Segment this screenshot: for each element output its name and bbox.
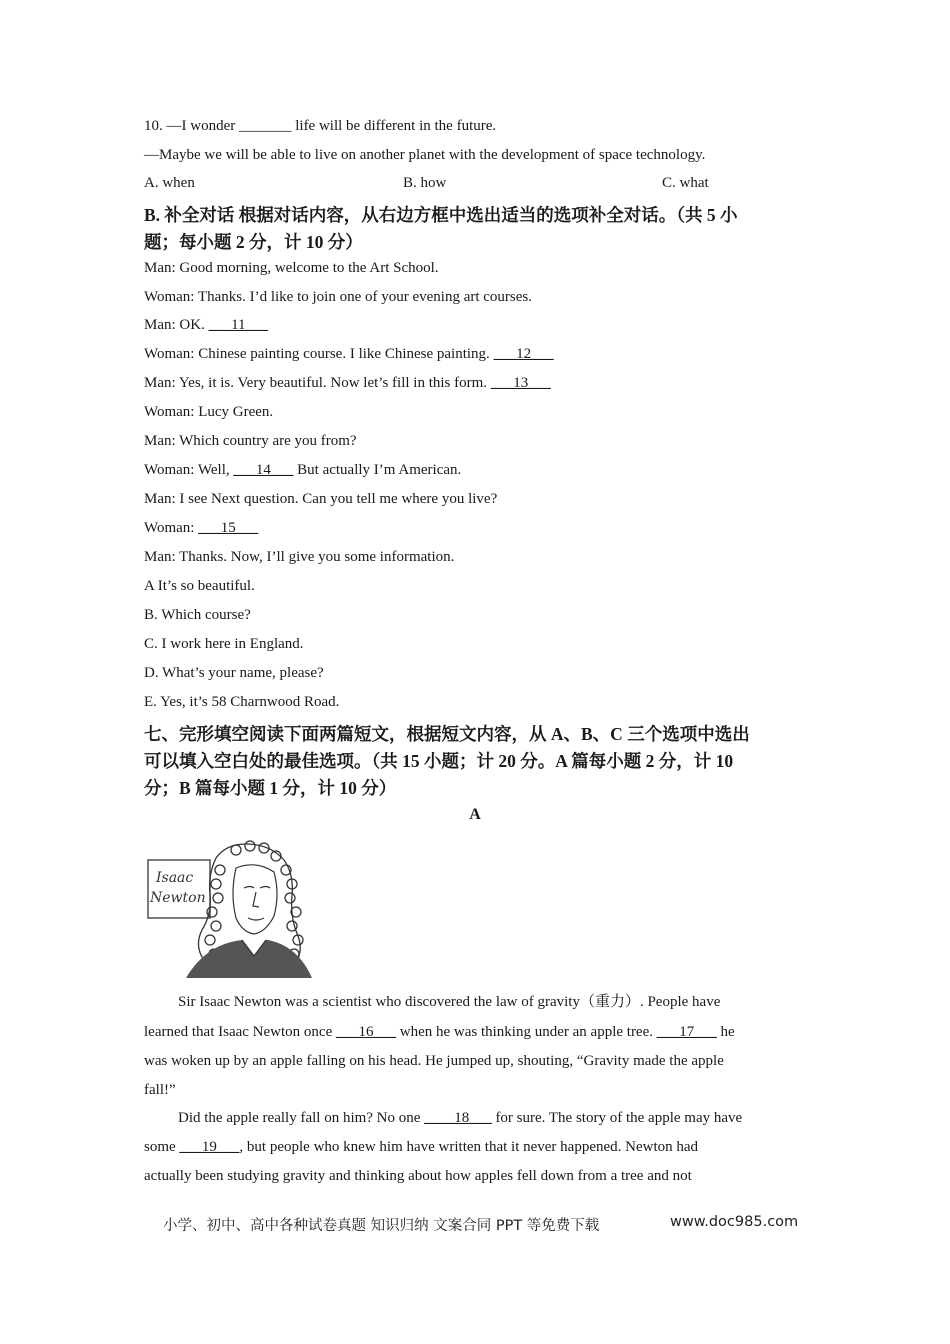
blank-14: ___14___ [233,462,294,478]
passage-p2-line3: actually been studying gravity and thinking about how apples fell down from a tree and not [144,1168,692,1184]
footer-left-text: 小学、初中、高中各种试卷真题 知识归纳 文案合同 PPT 等免费下载 [163,1218,600,1234]
section-7-heading-line1: 七、完形填空阅读下面两篇短文，根据短文内容，从 A、B、C 三个选项中选出 [144,724,750,744]
dialogue-line [144,431,357,451]
section-7-heading-line2: 可以填入空白处的最佳选项。（共 15 小题；计 20 分。A 篇每小题 2 分，计 10 [144,751,734,771]
newton-portrait-illustration [146,838,314,980]
dialogue-text: Man: Which country are you from? [144,433,357,449]
dialogue-text: Man: Thanks. Now, I’ll give you some information. [144,549,455,565]
dialogue-line [144,460,461,480]
footer-website-link[interactable]: www.doc985.com [670,1214,799,1230]
section-b-heading-line2: 题；每小题 2 分，计 10 分） [144,232,363,252]
section-b-heading-line1: B. 补全对话 根据对话内容，从右边方框中选出适当的选项补全对话。（共 5 小 [144,205,738,225]
passage-label: A [469,806,481,823]
dialogue-line [144,344,554,364]
blank-18: ____18___ [424,1110,492,1126]
dialogue-text: Man: I see Next question. Can you tell me where you live? [144,491,498,507]
q10-reply: —Maybe we will be able to live on another planet with the development of space technology. [144,147,706,163]
choice-d: D. What’s your name, please? [144,665,324,681]
passage-text: for sure. The story of the apple may have [491,1110,743,1126]
dialogue-line [144,315,268,335]
passage-p1-line4: fall!” [144,1082,176,1098]
blank-19: ___19___ [179,1139,240,1155]
blank-17: ___17___ [656,1024,717,1040]
blank-12: ___12___ [493,346,554,362]
choice-a: A It’s so beautiful. [144,578,255,594]
passage-p1-line2 [144,1022,735,1042]
choice-b: B. Which course? [144,607,251,623]
dialogue-text: Woman: [144,520,199,536]
passage-p1-line1: Sir Isaac Newton was a scientist who discovered the law of gravity（重力）. People have [178,994,721,1010]
q10-option-a: A. when [144,175,195,191]
passage-p1-line3: was woken up by an apple falling on his head. He jumped up, shouting, “Gravity made the apple [144,1053,724,1069]
blank-13: ___13___ [490,375,551,391]
passage-text: learned that Isaac Newton once [144,1024,336,1040]
dialogue-line [144,489,497,509]
choice-e: E. Yes, it’s 58 Charnwood Road. [144,694,340,710]
passage-text: , but people who knew him have written that it never happened. Newton had [239,1139,699,1155]
dialogue-text: Woman: Chinese painting course. I like Chinese painting. [144,346,494,362]
caption-line-2: Newton [150,890,206,906]
dialogue-line [144,373,551,393]
face [233,865,277,934]
dialogue-line [144,258,439,278]
dialogue-line [144,402,273,422]
dialogue-text: Woman: Thanks. I’d like to join one of your evening art courses. [144,289,533,305]
blank-11: ___11___ [208,317,269,333]
passage-p2-line1 [178,1108,742,1128]
dialogue-text: Man: OK. [144,317,209,333]
blank-16: ___16___ [336,1024,396,1040]
dialogue-text: Man: Yes, it is. Very beautiful. Now let’s fill in this form. [144,375,491,391]
choice-c: C. I work here in England. [144,636,304,652]
caption-line-1: Isaac [156,870,194,886]
passage-text: some [144,1139,180,1155]
q10-option-b: B. how [403,175,447,191]
dialogue-line [144,518,258,538]
passage-p2-line2 [144,1137,698,1157]
q10-option-c: C. what [662,175,709,191]
dialogue-text: Man: Good morning, welcome to the Art School. [144,260,439,276]
passage-text: when he was thinking under an apple tree. [396,1024,657,1040]
dialogue-text: Woman: Well, [144,462,234,478]
dialogue-line [144,287,532,307]
section-7-heading-line3: 分；B 篇每小题 1 分，计 10 分） [144,778,397,798]
passage-text: he [716,1024,735,1040]
dialogue-text: But actually I’m American. [293,462,462,478]
dialogue-text: Woman: Lucy Green. [144,404,274,420]
caption-frame [148,860,210,918]
passage-text: Did the apple really fall on him? No one [178,1110,425,1126]
q10-stem: 10. —I wonder _______ life will be different in the future. [144,118,497,134]
dialogue-line [144,547,454,567]
blank-15: ___15___ [198,520,259,536]
